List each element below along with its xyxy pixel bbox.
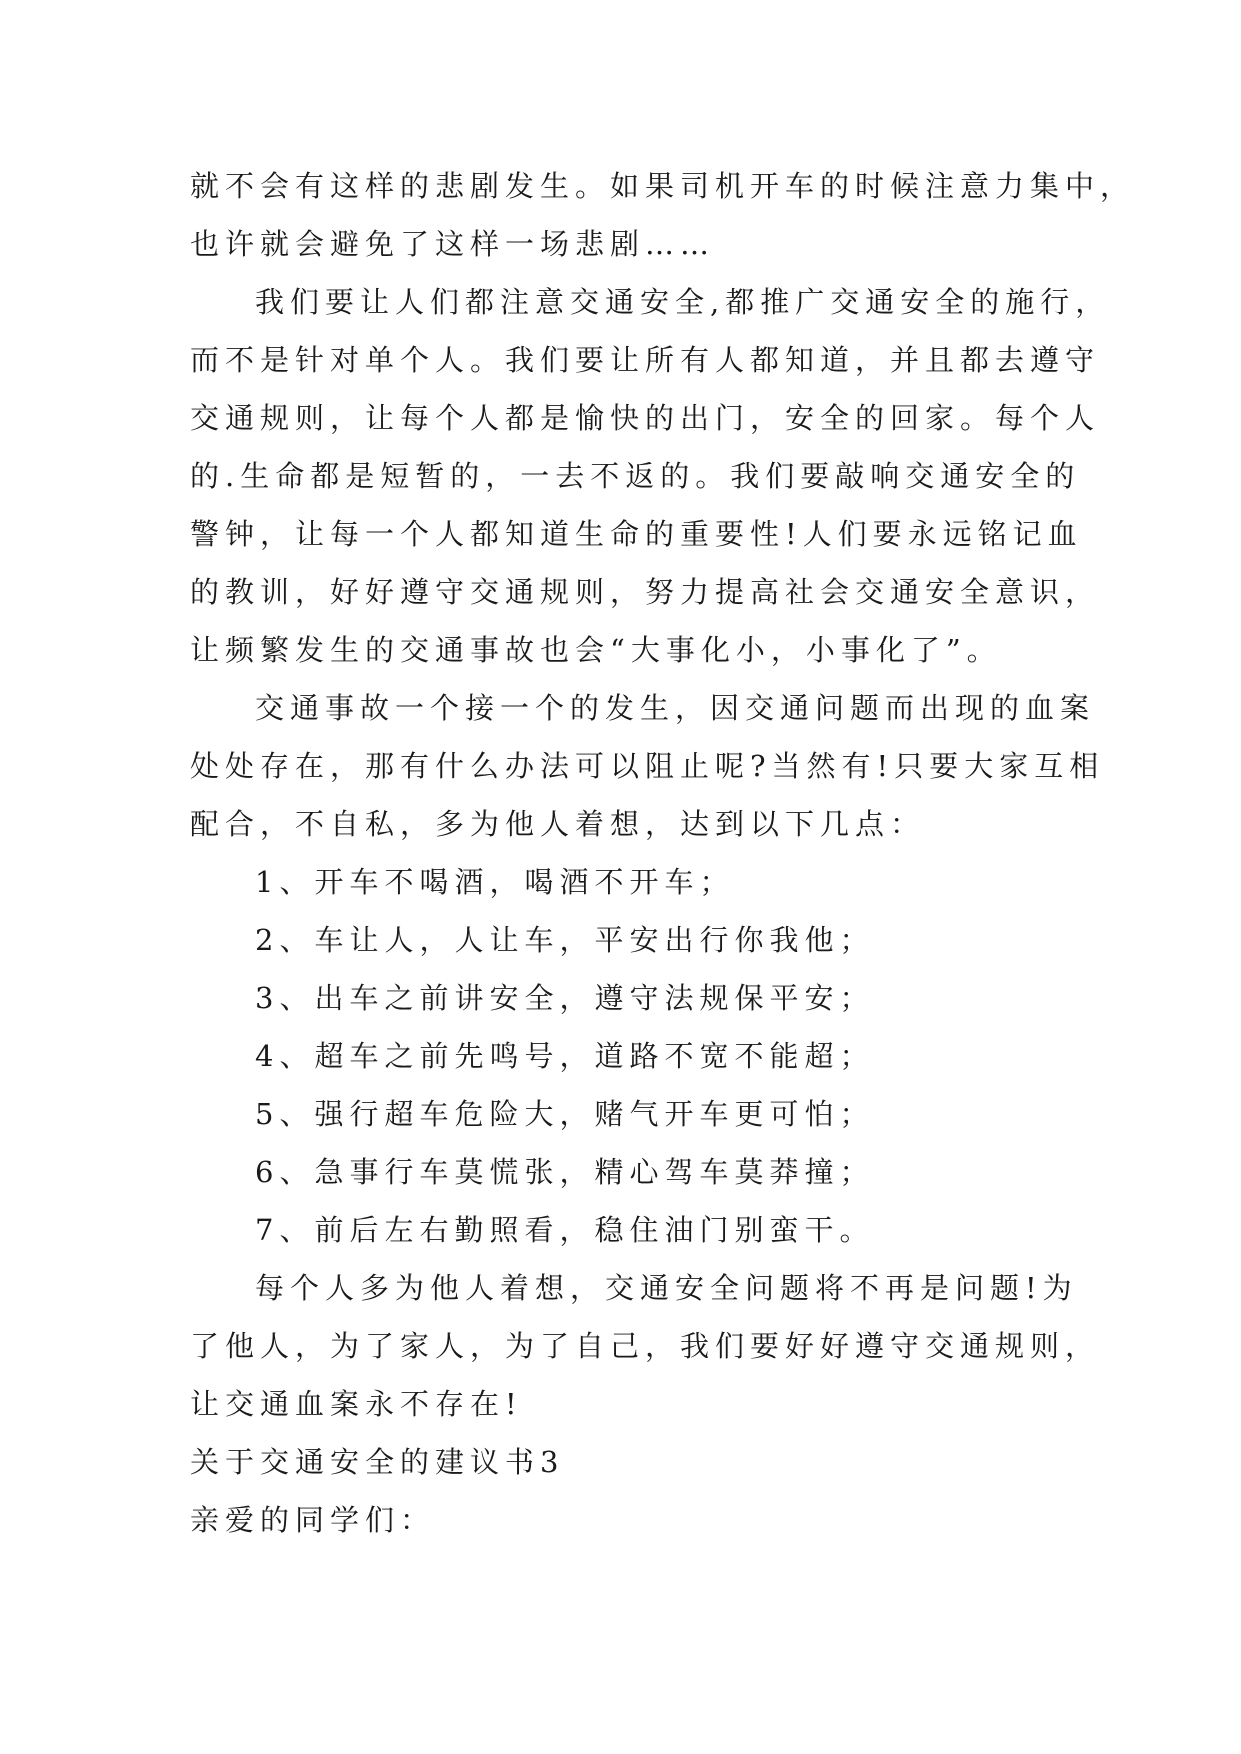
- paragraph-line: 我们要让人们都注意交通安全,都推广交通安全的施行，: [255, 285, 1111, 319]
- paragraph-line: 让频繁发生的交通事故也会“大事化小，小事化了”。: [190, 633, 1002, 667]
- section-title: 关于交通安全的建议书3: [190, 1445, 565, 1479]
- list-item: 4、超车之前先鸣号，道路不宽不能超；: [255, 1039, 875, 1073]
- paragraph-line: 处处存在，那有什么办法可以阻止呢?当然有!只要大家互相: [190, 749, 1105, 783]
- list-item: 6、急事行车莫慌张，精心驾车莫莽撞；: [255, 1155, 875, 1189]
- paragraph-line: 也许就会避免了这样一场悲剧……: [190, 227, 716, 261]
- paragraph-line: 而不是针对单个人。我们要让所有人都知道，并且都去遵守: [190, 343, 1101, 377]
- paragraph-line: 警钟，让每一个人都知道生命的重要性!人们要永远铭记血: [190, 517, 1083, 551]
- paragraph-line: 让交通血案永不存在!: [190, 1387, 523, 1421]
- list-item: 2、车让人，人让车，平安出行你我他；: [255, 923, 875, 957]
- paragraph-line: 交通规则，让每个人都是愉快的出门，安全的回家。每个人: [190, 401, 1101, 435]
- list-item: 3、出车之前讲安全，遵守法规保平安；: [255, 981, 875, 1015]
- paragraph-line: 了他人，为了家人，为了自己，我们要好好遵守交通规则，: [190, 1329, 1101, 1363]
- list-item: 7、前后左右勤照看，稳住油门别蛮干。: [255, 1213, 875, 1247]
- paragraph-line: 配合，不自私，多为他人着想，达到以下几点：: [190, 807, 926, 841]
- paragraph-line: 交通事故一个接一个的发生，因交通问题而出现的血案: [255, 691, 1096, 725]
- salutation: 亲爱的同学们：: [190, 1503, 436, 1537]
- paragraph-line: 每个人多为他人着想，交通安全问题将不再是问题!为: [255, 1271, 1078, 1305]
- paragraph-line: 就不会有这样的悲剧发生。如果司机开车的时候注意力集中，: [190, 169, 1136, 203]
- list-item: 5、强行超车危险大，赌气开车更可怕；: [255, 1097, 875, 1131]
- list-item: 1、开车不喝酒，喝酒不开车；: [255, 865, 735, 899]
- paragraph-line: 的教训，好好遵守交通规则，努力提高社会交通安全意识，: [190, 575, 1101, 609]
- paragraph-line: 的.生命都是短暂的，一去不返的。我们要敲响交通安全的: [190, 459, 1081, 493]
